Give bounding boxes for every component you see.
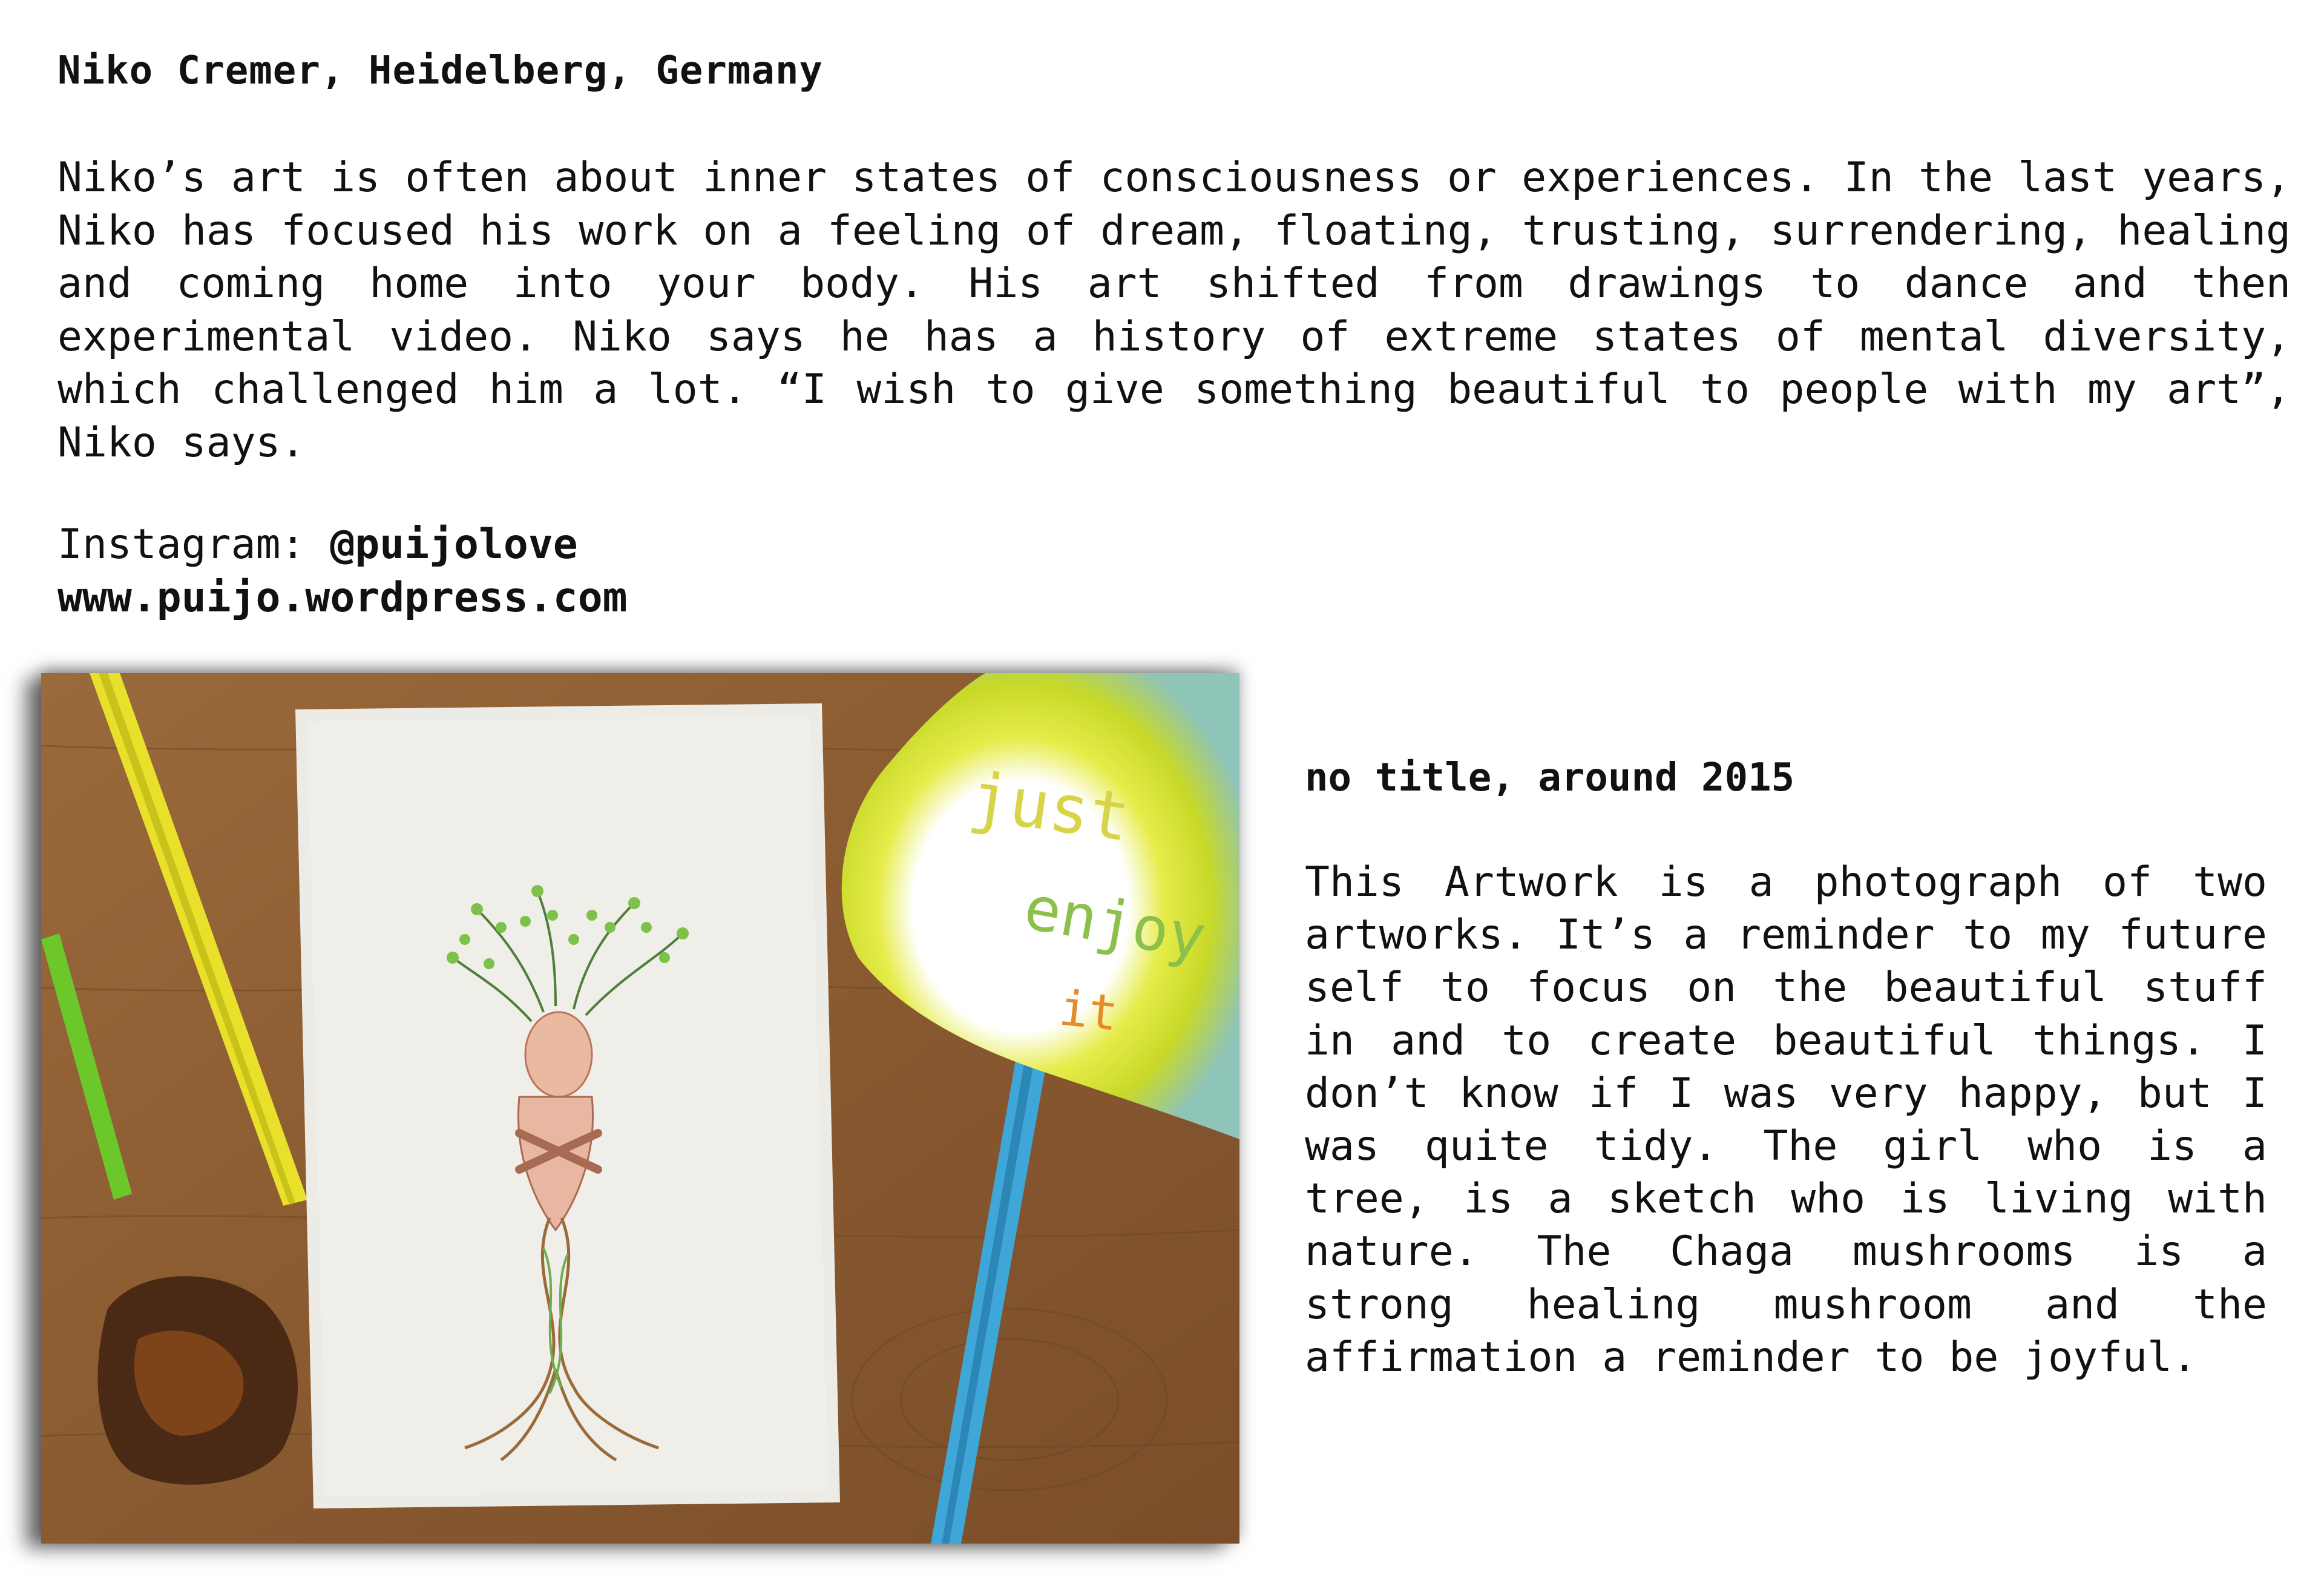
painted-just: just xyxy=(965,757,1135,857)
painted-it: it xyxy=(1057,979,1121,1042)
painted-enjoy: enjoy xyxy=(1019,872,1211,973)
instagram-line xyxy=(57,521,578,568)
tree-girl-sketch xyxy=(295,703,840,1508)
artist-heading: Niko Cremer, Heidelberg, Germany xyxy=(57,48,823,93)
artwork-description: This Artwork is a photograph of two artworks. It’s a reminder to my future self to focus on the beautiful stuff in and to create beautiful things. I don’t know if I was very happy, but I was quite tidy. The girl who is a tree, is a sketch who is living with nature. The Chaga mushrooms is a strong healing mushroom and the affirmation a reminder to be joyful. xyxy=(1305,858,2267,1381)
artwork-photo xyxy=(41,673,1239,1544)
artwork-title: no title, around 2015 xyxy=(1305,755,1795,800)
instagram-label: Instagram: xyxy=(57,521,330,568)
instagram-handle[interactable]: @puijolove xyxy=(330,521,578,568)
website-link[interactable]: www.puijo.wordpress.com xyxy=(57,574,628,622)
artist-bio: Niko’s art is often about inner states of consciousness or experiences. In the last years, Niko has focused his work on a feeling of dream, floating, trusting, surrendering, healing and coming home into your body. His art shifted from drawings to dance and then experimental video. Niko says he has a history of extreme states of mental diversity, which challenged him a lot. “I wish to give something beautiful to people with my art”, Niko says. xyxy=(57,154,2291,467)
